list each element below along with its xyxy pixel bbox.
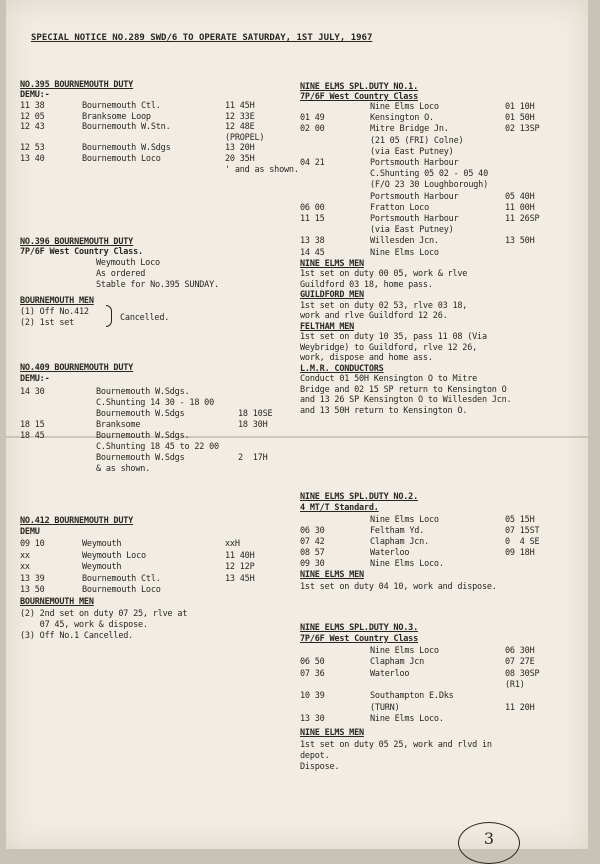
- duty-396-line: As ordered: [96, 269, 146, 279]
- duty-412-row-location: Weymouth: [82, 562, 122, 572]
- crew-heading: BOURNEMOUTH MEN: [20, 296, 94, 306]
- duty-heading: NO.396 BOURNEMOUTH DUTY: [20, 237, 134, 247]
- page-number: 3: [483, 829, 495, 848]
- spl-duty-3-row-time: 07 36: [300, 668, 325, 679]
- duty-395-row-departure: 20 35H: [225, 154, 255, 164]
- crew-heading: L.M.R. CONDUCTORS: [300, 363, 384, 374]
- page-number-circle: [458, 822, 520, 864]
- notice-title: SPECIAL NOTICE NO.289 SWD/6 TO OPERATE SATURDAY, 1ST JULY, 1967: [31, 33, 373, 43]
- crew-line: (3) Off No.1 Cancelled.: [20, 631, 134, 641]
- duty-412-row-time: xx: [20, 550, 30, 561]
- duty-395-row-location: Bournemouth W.Stn.: [82, 122, 171, 133]
- duty-412-row-location: Weymouth Loco: [82, 550, 146, 561]
- spl-duty-3-row-time: 13 30: [300, 713, 325, 724]
- spl-duty-3-row-location: Clapham Jcn: [370, 657, 425, 668]
- spl-duty-3-row-location: Waterloo: [370, 668, 410, 679]
- duty-395-row-time: 12 53: [20, 143, 45, 154]
- spl-duty-1-row-location: (via East Putney): [370, 225, 454, 236]
- crew-line: 1st set on duty 04 10, work and dispose.: [300, 582, 497, 592]
- crew-line: (2) 1st set: [20, 318, 75, 328]
- duty-409-row-location: C.Shunting 18 45 to 22 00: [96, 442, 219, 452]
- duty-409-row-location: Bournemouth W.Sdgs: [96, 453, 185, 463]
- crew-line: and 13 50H return to Kensington O.: [300, 405, 468, 416]
- spl-duty-2-row-time: 07 42: [300, 537, 325, 547]
- duty-412-row-departure: xxH: [225, 539, 240, 549]
- crew-line: (1) Off No.412: [20, 307, 89, 317]
- duty-395-row-departure: 12 48E: [225, 122, 255, 133]
- spl-duty-1-row-location: Portsmouth Harbour: [370, 158, 459, 168]
- crew-line: Dispose.: [300, 762, 340, 772]
- spl-duty-1-row-location: Fratton Loco: [370, 202, 430, 213]
- crew-line: work and rlve Guildford 12 26.: [300, 311, 448, 322]
- crew-line: 1st set on duty 02 53, rlve 03 18,: [300, 300, 468, 311]
- duty-409-row-location: C.Shunting 14 30 - 18 00: [96, 398, 215, 408]
- spl-duty-3-row-time: 10 39: [300, 691, 325, 702]
- duty-396-line: Stable for No.395 SUNDAY.: [96, 280, 219, 290]
- notice-page: [6, 0, 588, 849]
- spl-duty-1-row-time: 04 21: [300, 158, 325, 168]
- duty-heading: NINE ELMS SPL.DUTY NO.1.: [300, 82, 419, 92]
- spl-duty-1-row-location: Nine Elms Loco: [370, 102, 439, 112]
- spl-duty-2-row-time: 06 30: [300, 526, 325, 536]
- spl-duty-1-row-time: 14 45: [300, 247, 325, 258]
- spl-duty-1-row-departure: 02 13SP: [505, 124, 540, 135]
- duty-traction: 7P/6F West Country Class: [300, 634, 419, 644]
- duty-heading: NINE ELMS SPL.DUTY NO.2.: [300, 492, 419, 502]
- duty-396-line: Weymouth Loco: [96, 258, 160, 268]
- spl-duty-1-row-location: Kensington O.: [370, 113, 434, 124]
- spl-duty-2-row-departure: 09 18H: [505, 548, 535, 558]
- crew-line: Guildford 03 18, home pass.: [300, 279, 433, 290]
- duty-395-row-location: Bournemouth Loco: [82, 154, 161, 164]
- duty-heading: NO.409 BOURNEMOUTH DUTY: [20, 363, 134, 373]
- crew-line: 07 45, work & dispose.: [20, 620, 148, 630]
- duty-395-row-departure: ' and as shown.: [225, 164, 299, 175]
- spl-duty-1-row-location: (F/O 23 30 Loughborough): [370, 180, 489, 191]
- crew-heading: NINE ELMS MEN: [300, 258, 364, 269]
- spl-duty-3-row-departure: 08 30SP: [505, 668, 540, 679]
- duty-395-row-time: 12 05: [20, 111, 45, 122]
- spl-duty-2-row-location: Nine Elms Loco: [370, 515, 439, 525]
- spl-duty-1-row-location: (21 05 (FRI) Colne): [370, 135, 464, 146]
- duty-409-row-location: Bournemouth W.Sdgs.: [96, 431, 190, 441]
- crew-line: Conduct 01 50H Kensington O to Mitre: [300, 374, 478, 385]
- crew-line: depot.: [300, 751, 330, 761]
- duty-412-row-time: 13 50: [20, 585, 45, 595]
- duty-412-row-time: 13 39: [20, 573, 45, 584]
- crew-heading: GUILDFORD MEN: [300, 290, 364, 301]
- spl-duty-2-row-location: Nine Elms Loco.: [370, 559, 444, 569]
- duty-heading: NO.395 BOURNEMOUTH DUTY: [20, 80, 134, 90]
- spl-duty-2-row-location: Waterloo: [370, 548, 410, 558]
- spl-duty-2-row-location: Clapham Jcn.: [370, 537, 430, 547]
- crew-line: 1st set on duty 00 05, work & rlve: [300, 269, 468, 280]
- duty-409-row-location: Bournemouth W.Sdgs: [96, 409, 185, 419]
- duty-409-row-departure: 2 17H: [238, 453, 268, 463]
- spl-duty-3-row-departure: 07 27E: [505, 657, 535, 668]
- duty-412-row-location: Bournemouth Ctl.: [82, 573, 161, 584]
- crew-line: work, dispose and home ass.: [300, 353, 433, 364]
- spl-duty-1-row-departure: 05 40H: [505, 191, 535, 202]
- spl-duty-1-row-time: 06 00: [300, 202, 325, 213]
- duty-heading: NO.412 BOURNEMOUTH DUTY: [20, 516, 134, 526]
- duty-412-row-time: 09 10: [20, 539, 45, 549]
- duty-395-row-time: 12 43: [20, 122, 45, 133]
- crew-heading: NINE ELMS MEN: [300, 570, 364, 580]
- duty-409-row-departure: 18 30H: [238, 420, 268, 430]
- duty-395-row-location: Bournemouth W.Sdgs: [82, 143, 171, 154]
- duty-412-row-departure: 13 45H: [225, 573, 255, 584]
- spl-duty-2-row-departure: 07 15ST: [505, 526, 540, 536]
- crew-line: (2) 2nd set on duty 07 25, rlve at: [20, 609, 188, 619]
- spl-duty-1-row-time: 01 49: [300, 113, 325, 124]
- spl-duty-3-row-departure: 11 20H: [505, 702, 535, 713]
- spl-duty-1-row-location: Nine Elms Loco: [370, 247, 439, 258]
- duty-traction: DEMU:-: [20, 90, 50, 100]
- spl-duty-1-row-departure: 01 10H: [505, 102, 535, 112]
- duty-409-row-time: 18 45: [20, 431, 45, 441]
- duty-heading: NINE ELMS SPL.DUTY NO.3.: [300, 623, 419, 633]
- duty-traction: DEMU:-: [20, 374, 50, 384]
- spl-duty-3-row-departure: 06 30H: [505, 646, 535, 656]
- spl-duty-1-row-time: 13 38: [300, 236, 325, 247]
- crew-heading: FELTHAM MEN: [300, 321, 355, 332]
- duty-412-row-location: Bournemouth Loco: [82, 585, 161, 595]
- duty-409-row-location: Bournemouth W.Sdgs.: [96, 387, 190, 397]
- duty-409-row-location: & as shown.: [96, 464, 151, 474]
- spl-duty-3-row-departure: (R1): [505, 679, 525, 690]
- cancelled-note: Cancelled.: [120, 313, 170, 323]
- duty-395-row-time: 13 40: [20, 154, 45, 164]
- spl-duty-2-row-departure: 05 15H: [505, 515, 535, 525]
- spl-duty-1-row-time: 02 00: [300, 124, 325, 135]
- duty-traction: 7P/6F West Country Class.: [20, 247, 143, 257]
- duty-395-row-departure: 12 33E: [225, 111, 255, 122]
- crew-line: Weybridge) to Guildford, rlve 12 26,: [300, 342, 478, 353]
- spl-duty-2-row-departure: 0 4 SE: [505, 537, 540, 547]
- paper-fold-line: [6, 436, 588, 438]
- duty-395-row-location: Branksome Loop: [82, 111, 151, 122]
- spl-duty-2-row-time: 09 30: [300, 559, 325, 569]
- crew-line: and 13 26 SP Kensington O to Willesden Jcn.: [300, 395, 512, 406]
- spl-duty-1-row-departure: 13 50H: [505, 236, 535, 247]
- spl-duty-1-row-time: 11 15: [300, 214, 325, 224]
- crew-heading: NINE ELMS MEN: [300, 728, 364, 738]
- duty-409-row-location: Branksome: [96, 420, 141, 430]
- spl-duty-1-row-location: Willesden Jcn.: [370, 236, 439, 247]
- spl-duty-1-row-departure: 01 50H: [505, 113, 535, 124]
- crew-line: 1st set on duty 05 25, work and rlvd in: [300, 740, 492, 750]
- crew-line: 1st set on duty 10 35, pass 11 08 (Via: [300, 332, 487, 343]
- spl-duty-1-row-location: Mitre Bridge Jn.: [370, 124, 449, 135]
- duty-395-row-departure: (PROPEL): [225, 132, 265, 143]
- spl-duty-1-row-location: (via East Putney): [370, 146, 454, 157]
- duty-412-row-departure: 12 12P: [225, 562, 255, 572]
- spl-duty-3-row-location: Nine Elms Loco.: [370, 713, 444, 724]
- duty-395-row-departure: 11 45H: [225, 101, 255, 111]
- duty-409-row-time: 18 15: [20, 420, 45, 430]
- spl-duty-1-row-location: C.Shunting 05 02 - 05 40: [370, 169, 489, 180]
- spl-duty-3-row-location: Southampton E.Dks: [370, 691, 454, 702]
- duty-412-row-departure: 11 40H: [225, 550, 255, 561]
- duty-409-row-departure: 18 10SE: [238, 409, 273, 419]
- duty-395-row-time: 11 38: [20, 101, 45, 111]
- duty-395-row-location: Bournemouth Ctl.: [82, 101, 161, 111]
- spl-duty-2-row-time: 08 57: [300, 548, 325, 558]
- spl-duty-2-row-location: Feltham Yd.: [370, 526, 425, 536]
- duty-traction: 7P/6F West Country Class: [300, 92, 419, 102]
- spl-duty-3-row-location: Nine Elms Loco: [370, 646, 439, 656]
- spl-duty-3-row-location: (TURN): [370, 702, 400, 713]
- duty-412-row-location: Weymouth: [82, 539, 122, 549]
- duty-412-row-time: xx: [20, 562, 30, 572]
- duty-395-row-departure: 13 20H: [225, 143, 255, 154]
- duty-409-row-time: 14 30: [20, 387, 45, 397]
- spl-duty-1-row-location: Portsmouth Harbour: [370, 191, 459, 202]
- crew-heading: BOURNEMOUTH MEN: [20, 597, 94, 607]
- spl-duty-1-row-departure: 11 26SP: [505, 214, 540, 224]
- spl-duty-1-row-location: Portsmouth Harbour: [370, 214, 459, 224]
- duty-traction: DEMU: [20, 527, 40, 537]
- crew-line: Bridge and 02 15 SP return to Kensington O: [300, 384, 507, 395]
- brace-bracket: [106, 305, 112, 327]
- spl-duty-3-row-time: 06 50: [300, 657, 325, 668]
- duty-traction: 4 MT/T Standard.: [300, 503, 379, 513]
- spl-duty-1-row-departure: 11 00H: [505, 202, 535, 213]
